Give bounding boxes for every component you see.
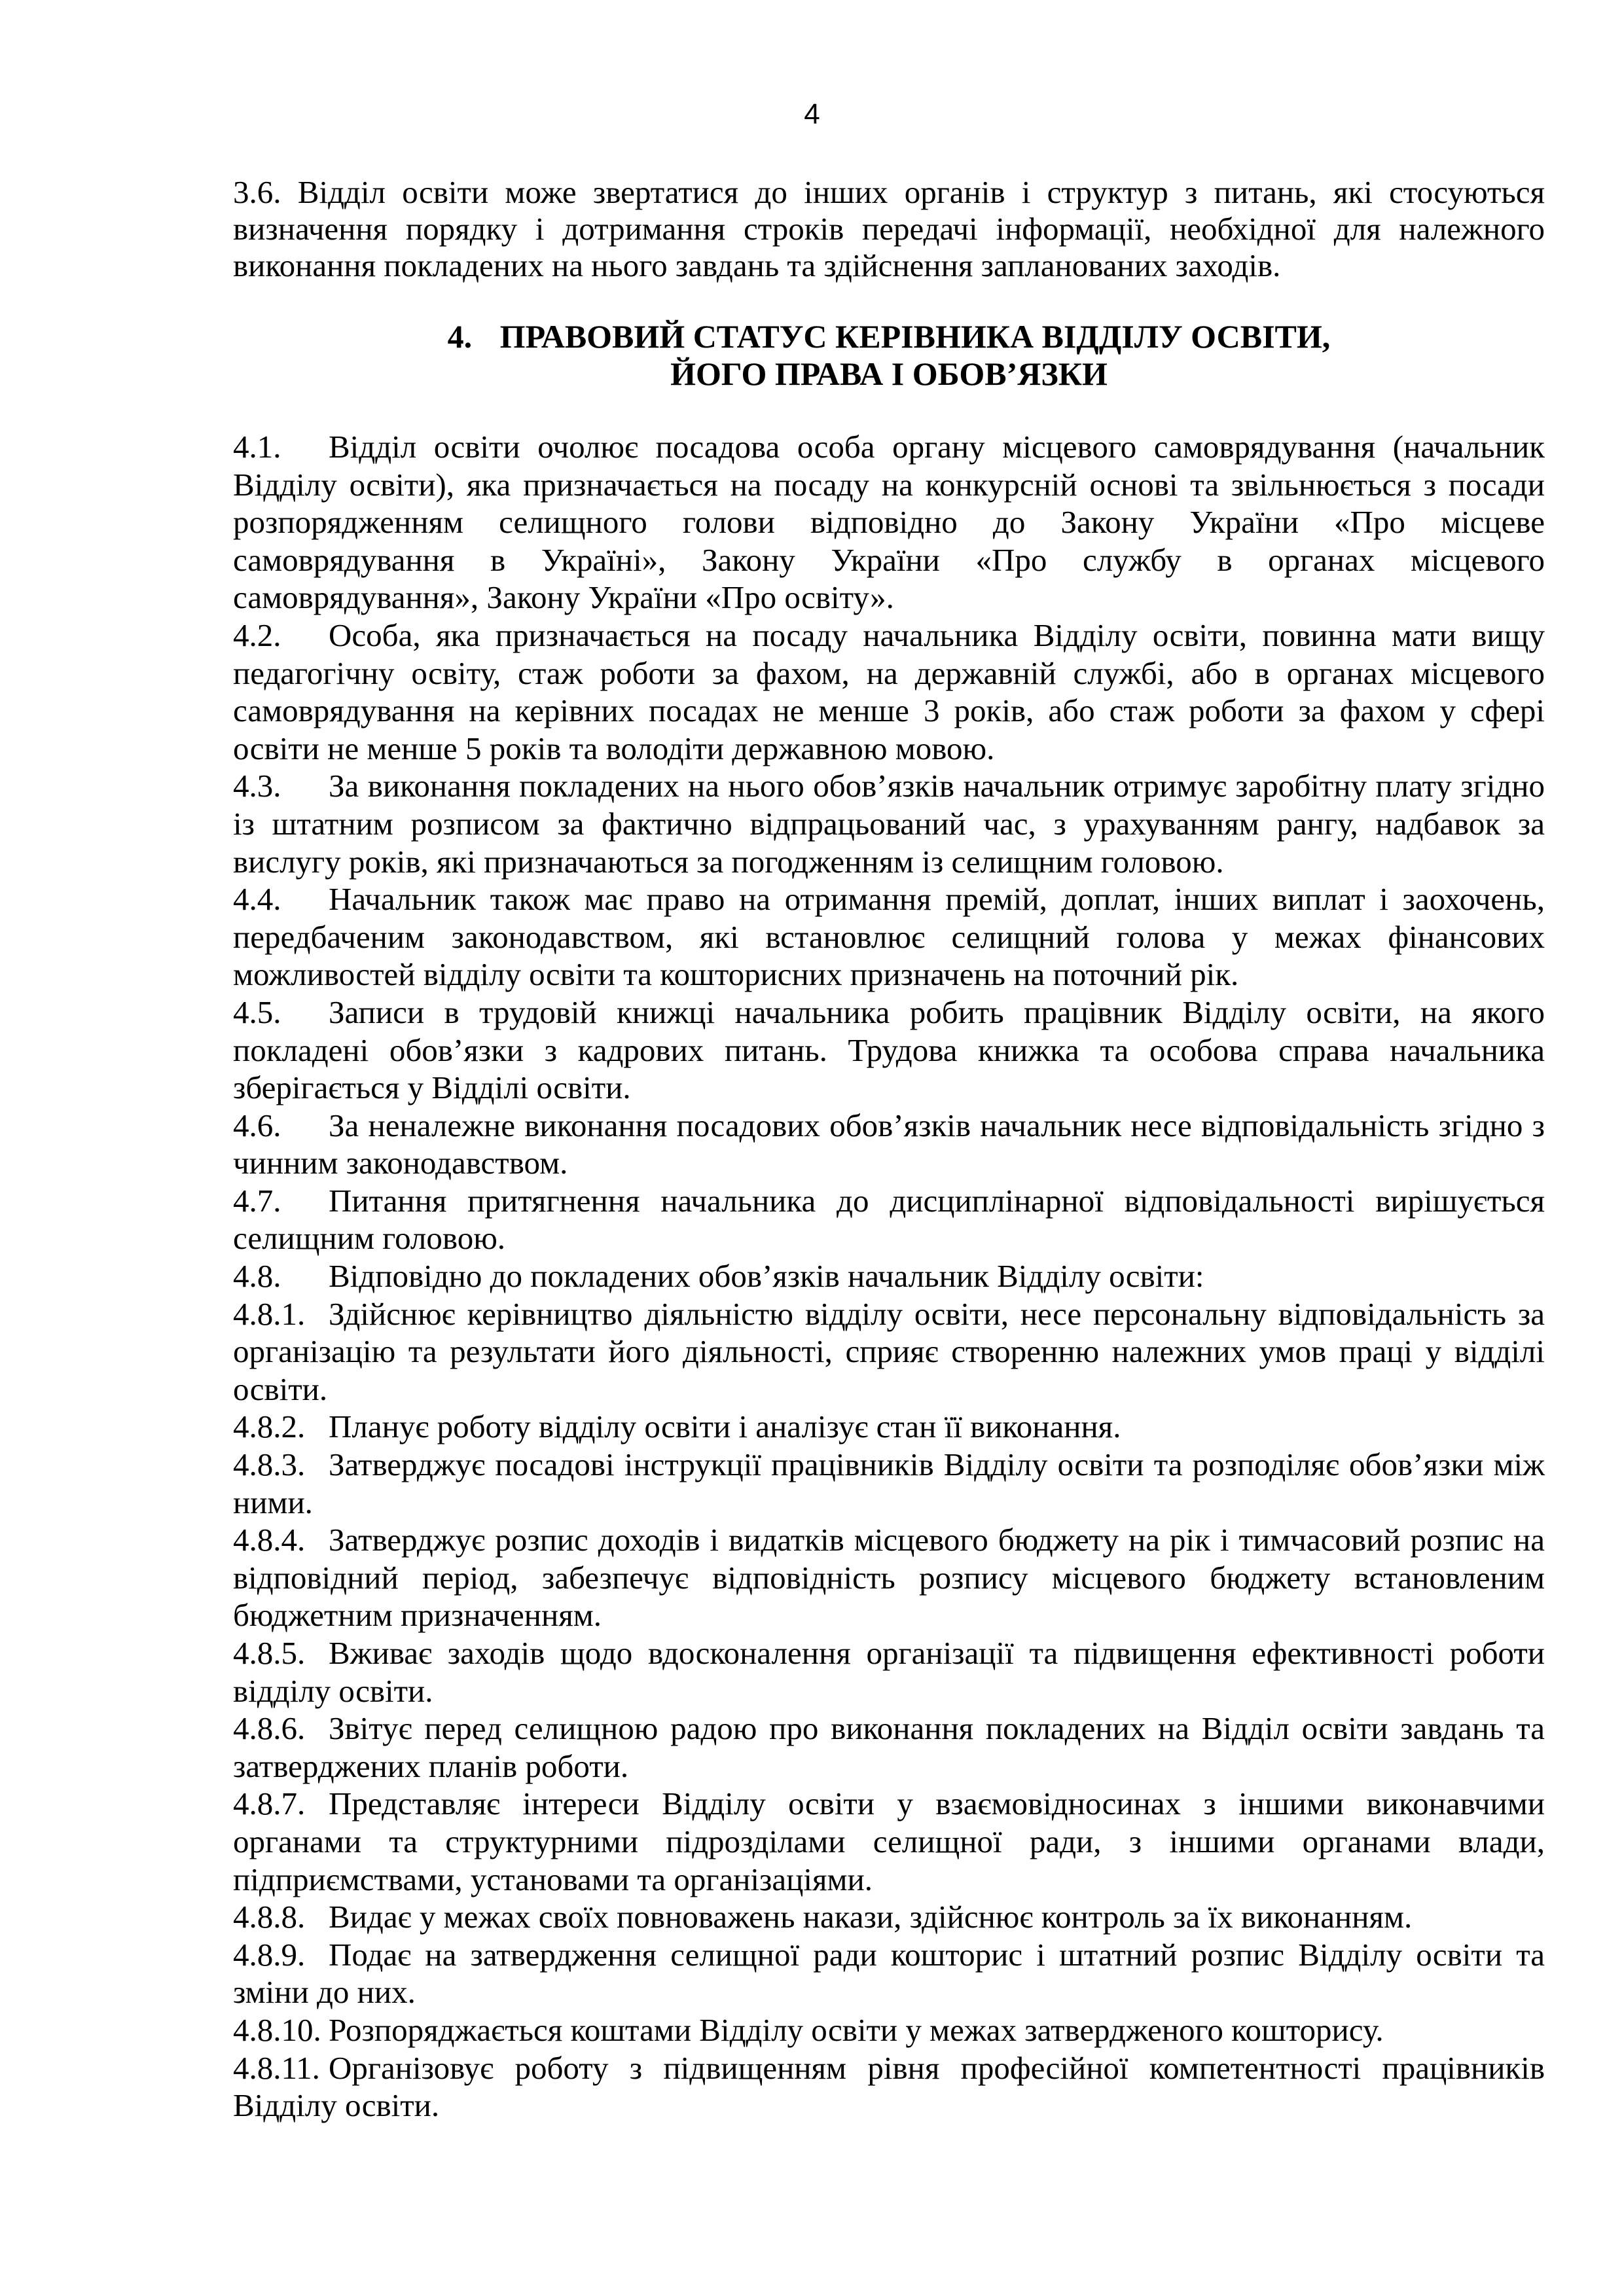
item-number: 4.8.7.: [233, 1785, 306, 1822]
item-text: Особа, яка призначається на посаду начальника Відділу освіти, повинна мати вищу педагогічну освіту, стаж роботи за фахом, на державній службі, або в органах місцевого самоврядування на керівних посадах не менше 3 років, або стаж роботи за фахом у сфері освіти не менше 5 років та володіти державною мовою.: [233, 617, 1545, 766]
list-item-4-3: [233, 767, 1545, 880]
item-number: 4.8.3.: [233, 1446, 306, 1483]
item-number: 4.5.: [233, 994, 281, 1030]
list-item-4-8-4: [233, 1521, 1545, 1634]
item-text: Вживає заходів щодо вдосконалення організації та підвищення ефективності роботи відділу освіти.: [233, 1635, 1545, 1709]
list-item-4-1: [233, 428, 1545, 617]
item-number: 4.8.4.: [233, 1522, 306, 1558]
item-text: Подає на затвердження селищної ради кошторис і штатний розпис Відділу освіти та зміни до них.: [233, 1936, 1545, 2011]
list-item-4-8-9: [233, 1936, 1545, 2011]
list-item-4-8-5: [233, 1634, 1545, 1710]
item-number: 4.6.: [233, 1107, 281, 1143]
list-item-4-8-11: [233, 2049, 1545, 2125]
item-number: 4.8.5.: [233, 1635, 306, 1671]
item-number: 4.8.: [233, 1258, 281, 1295]
list-item-4-6: [233, 1107, 1545, 1182]
item-text: Звітує перед селищною радою про виконання покладених на Відділ освіти завдань та затверджених планів роботи.: [233, 1710, 1545, 1784]
item-number: 4.8.11.: [233, 2049, 320, 2086]
list-item-4-8-8: [233, 1898, 1545, 1936]
item-text: Питання притягнення начальника до дисциплінарної відповідальності вирішується селищним головою.: [233, 1182, 1545, 1257]
item-text: Затверджує посадові інструкції працівників Відділу освіти та розподіляє обов’язки між ними.: [233, 1446, 1545, 1520]
item-number: 4.8.8.: [233, 1899, 306, 1935]
item-number: 4.3.: [233, 768, 281, 804]
item-number: 4.7.: [233, 1182, 281, 1219]
section-heading-number: 4.: [447, 318, 473, 355]
item-text: За неналежне виконання посадових обов’язків начальник несе відповідальність згідно з чинним законодавством.: [233, 1107, 1545, 1181]
section-heading-line-1: [233, 318, 1545, 355]
item-text: Записи в трудовій книжці начальника робить працівник Відділу освіти, на якого покладені обов’язки з кадрових питань. Трудова книжка та особова справа начальника зберігається у Відділі освіти.: [233, 994, 1545, 1106]
item-text: Видає у межах своїх повноважень накази, здійснює контроль за їх виконанням.: [329, 1899, 1413, 1935]
item-text: Відділ освіти очолює посадова особа органу місцевого самоврядування (начальник Відділу освіти), яка призначається на посаду на конкурсній основі та звільнюється з посади розпорядженням селищного голови відповідно до Закону України «Про місцеве самоврядування в Україні», Закону України «Про службу в органах місцевого самоврядування», Закону України «Про освіту».: [233, 429, 1545, 616]
item-text: Відділ освіти може звертатися до інших органів і структур з питань, які стосуються визначення порядку і дотримання строків передачі інформації, необхідної для належного виконання покладених на нього завдань та здійснення запланованих заходів.: [233, 174, 1545, 283]
section-4-body: [233, 428, 1545, 2125]
item-number: 4.2.: [233, 617, 281, 653]
item-number: 4.8.10.: [233, 2011, 321, 2048]
list-item-4-8-2: [233, 1408, 1545, 1446]
list-item-4-8-6: [233, 1710, 1545, 1785]
list-item-4-8: [233, 1257, 1545, 1295]
item-text: Розпоряджається коштами Відділу освіти у межах затвердженого кошторису.: [329, 2011, 1384, 2048]
paragraph-3-6: [233, 174, 1545, 284]
list-item-4-8-1: [233, 1295, 1545, 1408]
item-text: Планує роботу відділу освіти і аналізує стан її виконання.: [329, 1408, 1121, 1445]
item-number: 3.6.: [233, 174, 281, 210]
page-number: 4: [804, 98, 820, 130]
item-number: 4.4.: [233, 881, 281, 918]
item-text: Начальник також має право на отримання премій, доплат, інших виплат і заохочень, передбаченим законодавством, які встановлює селищний голова у межах фінансових можливостей відділу освіти та кошторисних призначень на поточний рік.: [233, 881, 1545, 993]
item-text: Затверджує розпис доходів і видатків місцевого бюджету на рік і тимчасовий розпис на відповідний період, забезпечує відповідність розпису місцевого бюджету встановленим бюджетним призначенням.: [233, 1522, 1545, 1634]
item-text: Відповідно до покладених обов’язків начальник Відділу освіти:: [329, 1258, 1204, 1295]
item-number: 4.8.6.: [233, 1710, 306, 1747]
item-text: Здійснює керівництво діяльністю відділу освіти, несе персональну відповідальність за організацію та результати його діяльності, сприяє створенню належних умов праці у відділі освіти.: [233, 1295, 1545, 1407]
item-text: Організовує роботу з підвищенням рівня професійної компетентності працівників Відділу освіти.: [233, 2049, 1545, 2124]
item-text: Представляє інтереси Відділу освіти у взаємовідносинах з іншими виконавчими органами та структурними підрозділами селищної ради, з іншими органами влади, підприємствами, установами та організаціями.: [233, 1785, 1545, 1897]
list-item-4-7: [233, 1182, 1545, 1257]
list-item-4-8-3: [233, 1446, 1545, 1521]
list-item-4-8-10: [233, 2011, 1545, 2049]
section-heading-title: ПРАВОВИЙ СТАТУС КЕРІВНИКА ВІДДІЛУ ОСВІТИ,: [499, 318, 1331, 355]
section-heading: [233, 318, 1545, 393]
list-item-4-8-7: [233, 1785, 1545, 1898]
item-number: 4.8.9.: [233, 1936, 306, 1973]
list-item-4-2: [233, 617, 1545, 767]
item-text: За виконання покладених на нього обов’язків начальник отримує заробітну плату згідно із штатним розписом за фактично відпрацьований час, з урахуванням рангу, надбавок за вислугу років, які призначаються за погодженням із селищним головою.: [233, 768, 1545, 880]
item-number: 4.8.1.: [233, 1295, 306, 1332]
section-heading-line-2: ЙОГО ПРАВА І ОБОВ’ЯЗКИ: [670, 355, 1108, 392]
list-item-4-5: [233, 994, 1545, 1107]
list-item-4-4: [233, 880, 1545, 994]
item-number: 4.8.2.: [233, 1408, 306, 1445]
item-number: 4.1.: [233, 429, 281, 465]
